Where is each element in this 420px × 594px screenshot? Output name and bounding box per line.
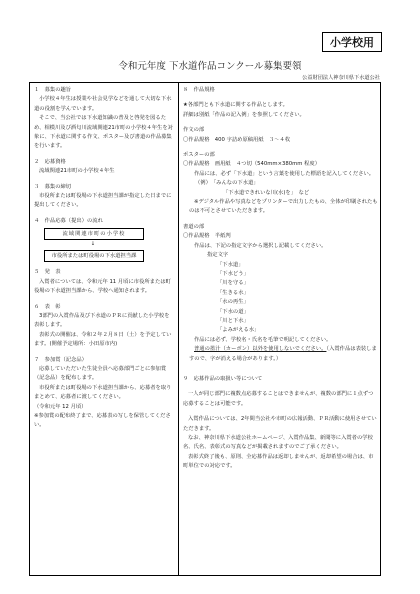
section-heading: ５ 発 表 (34, 269, 61, 276)
paragraph: 応募していただいた生徒全員へ応募部門ごとに参加賞（記念品）を配布します。 (34, 365, 167, 382)
flow-box-school: 流域関連市町の小学校 (44, 228, 144, 240)
essay-spec: 〇作品規格 400 字詰め原稿用紙 ３～４枚 (183, 136, 291, 143)
section-deadline (34, 183, 174, 211)
paragraph: なお、神奈川県下水道公社ホームページ、入賞作品集、新聞等に入賞者の学校名、氏名、表彰式の写真などが掲載されますのでご了承ください。 (183, 435, 373, 451)
list-item: 「下水どう」 (217, 270, 249, 277)
section-eligibility (34, 158, 174, 177)
poster-heading: ポスターの部 (183, 152, 215, 159)
paragraph: 流域関連21市町の小学校４年生 (39, 168, 115, 175)
column-divider (178, 82, 179, 576)
poster-spec: 〇作品規格 画用紙 ４つ切（540mm×380mm 程度） (183, 161, 321, 168)
section-heading: ９ 応募作品の取扱い等について (183, 375, 263, 382)
paragraph: 3部門の入賞作品及び下水道のＰＲに貢献した小学校を表彰します。 (34, 312, 170, 329)
flow-box-office: 市役所または町役場の下水道担当課 (44, 250, 144, 262)
poster-example: 「下水道できれいな川(水)を」 など (223, 189, 310, 196)
paragraph: 市役所または町役場の下水道担当課から、応募者を取りまとめて、応募者に渡してください。 (34, 384, 172, 401)
list-item: 「川と下水」 (217, 317, 249, 324)
paragraph: 表彰式終了後も、原則、全応募作品は返却しませんが、返却希望の場合は、市町単位での対応です。 (183, 453, 374, 470)
list-item: 「水の再生」 (217, 299, 249, 306)
underlined-warning: 普通の墨汁（カーボン）以外を使用しないでください。 (194, 346, 327, 353)
calligraphy-note (183, 345, 378, 364)
calligraphy-note: 作品には必ず、学校名・氏名を毛筆で明記してください。 (194, 336, 332, 343)
note: ※参加賞の配布終了まで、応募表の写しを保管してください。 (34, 412, 171, 429)
right-column (183, 86, 378, 472)
essay-heading: 作文の部 (183, 127, 205, 134)
organization-name: 公益財団法人神奈川県下水道公社 (302, 75, 380, 81)
section-awards (34, 303, 174, 350)
poster-example: （例） 「みんなの下水道」 (195, 180, 259, 187)
school-badge: 小学校用 (322, 32, 382, 52)
section-participation-prize (34, 356, 174, 431)
poster-note: ※デジタル作品や写真などをプリンターで出力したもの、全体が印刷されたものは不可とさせていただきます。 (189, 199, 378, 215)
star-note: 詳細は別紙「作品の記入例」を参照してください。 (183, 111, 305, 118)
section-handling (183, 375, 378, 472)
calligraphy-note: 作品は、下記の指定文字から選択し記載してください。 (194, 242, 327, 249)
section-announcement (34, 268, 174, 296)
section-heading: ８ 作品規格 (183, 87, 215, 93)
calligraphy-spec: 〇作品規格 半紙判 (183, 233, 231, 240)
calligraphy-heading: 書道の部 (183, 223, 205, 230)
paragraph: 入賞者については、令和元年 11 月頃に市役所または町役場の下水道担当課から、学校へ通知されます。 (34, 278, 171, 295)
designated-words-list (183, 261, 378, 336)
section-heading: ２ 応募資格 (34, 158, 66, 165)
paragraph: 一人が同じ部門に複数点応募することはできませんが、複数の部門に１点ずつ応募することは可能です。 (183, 391, 374, 407)
calligraphy-note-tail: （入賞作品は表装しますので、字が消える場合があります。） (189, 346, 377, 362)
down-arrow-icon: ↓ (90, 241, 96, 248)
list-item: 「生きる水」 (217, 289, 249, 296)
section-heading: ３ 募集の締切 (34, 183, 72, 190)
section-heading: ４ 作品応募（提出）の流れ (34, 217, 103, 224)
poster-note: 作品には、必ず「下水道」という言葉を使用した標語を記入してください。 (194, 170, 375, 177)
star-note: ★各部門とも下水道に関する作品とします。 (183, 102, 288, 109)
designated-words-heading: 指定文字 (207, 252, 229, 259)
paragraph: 入賞作品については、2年間当公社や市町の広報活動、ＰＲ活動に使用させていただきます。 (183, 416, 377, 432)
paragraph: 表彰式の開催は、令和２年２月８日（土）を予定しています。(開催予定場所：小田原市内) (34, 331, 172, 348)
section-specifications (183, 86, 378, 364)
section-heading: ６ 表 彰 (34, 303, 61, 310)
left-column (34, 86, 174, 431)
list-item: 「下水の道」 (217, 308, 249, 315)
paragraph: 小学校４年生は授業や社会見学などを通して大切な下水道の役割を学んでいます。 (34, 96, 172, 112)
section-purpose (34, 86, 174, 152)
section-heading: １ 募集の趣旨 (34, 87, 72, 93)
list-item: 「よみがえる水」 (217, 327, 260, 334)
section-submission-flow (34, 217, 174, 262)
note-heading: （令和元年 12 月頃） (34, 403, 87, 410)
paragraph: 市役所または町役場の下水道担当課が指定した日までに提出してください。 (34, 193, 172, 209)
paragraph: そこで、当公社では下水道知識の普及と啓発を図るため、相模川及び酒匂川流域関連21市町の小学校４年生を対象に、下水道に関する作文、ポスター及び書道の作品募集を行います。 (34, 115, 173, 150)
section-heading: ７ 参加賞（記念品） (34, 356, 87, 363)
page-title: 令和元年度 下水道作品コンクール募集要領 (118, 61, 302, 72)
list-item: 「下水道」 (217, 261, 244, 268)
list-item: 「川を守る」 (217, 280, 249, 287)
